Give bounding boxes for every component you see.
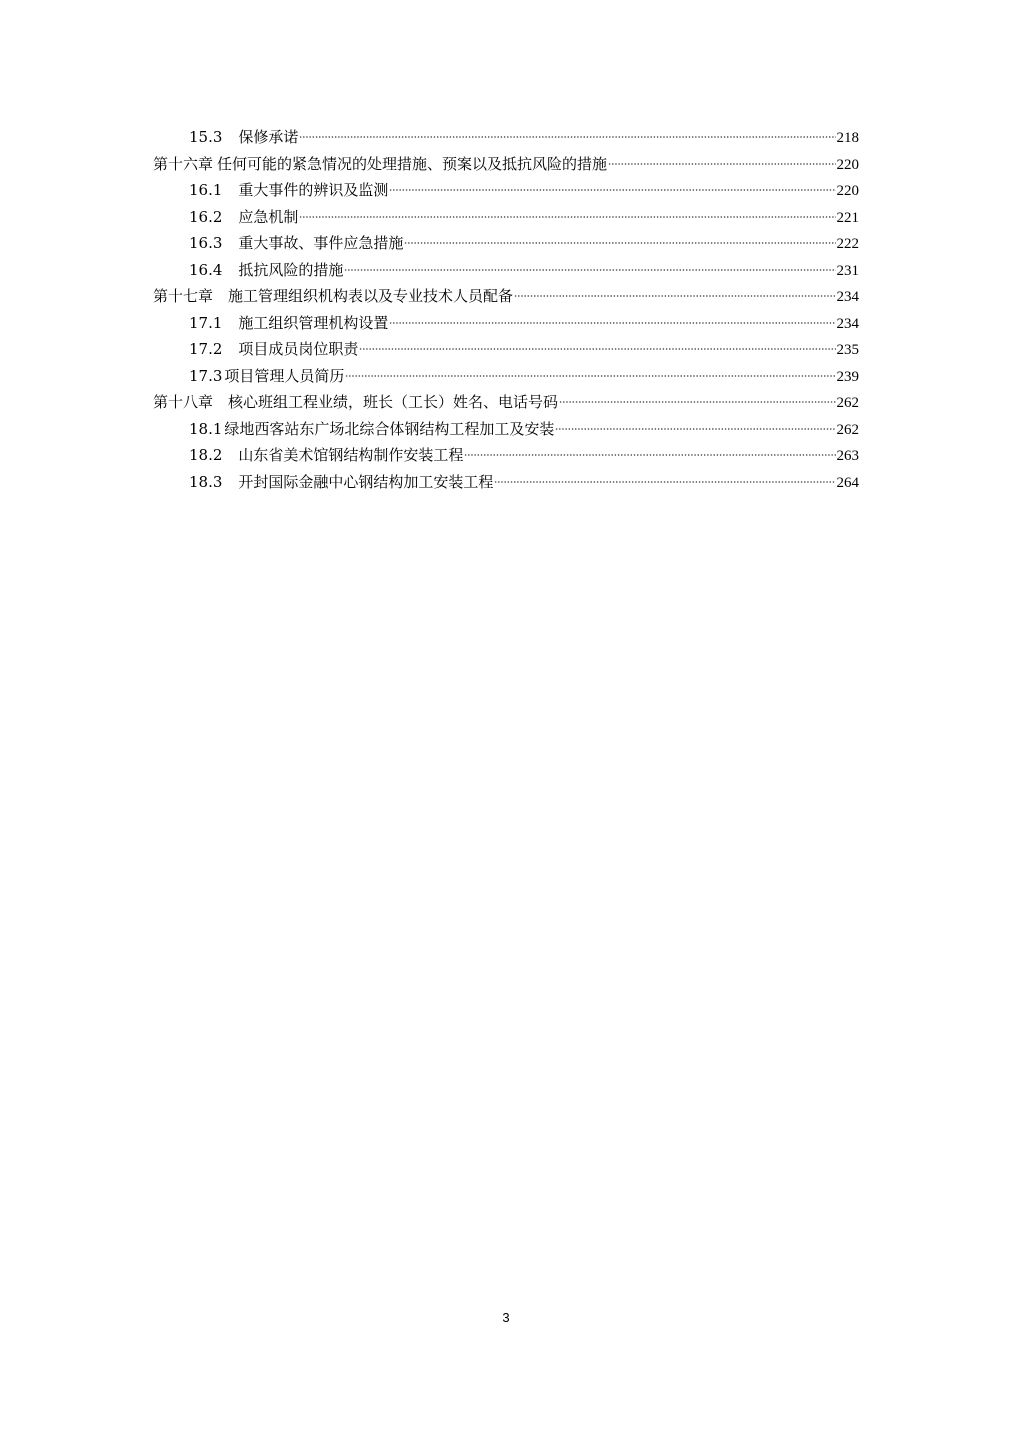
toc-entry-number: 第十八章 [153, 393, 214, 411]
dot-leader [299, 216, 835, 218]
toc-entry-title: 施工管理组织机构表以及专业技术人员配备 [228, 287, 514, 305]
dot-leader [389, 189, 835, 191]
toc-entry-number: 16.2 [189, 207, 223, 226]
toc-entry-title: 项目管理人员简历 [224, 366, 345, 385]
toc-entry-16-4[interactable] [153, 257, 859, 284]
toc-entry-18-2[interactable] [153, 442, 859, 469]
toc-entry-16-2[interactable] [153, 204, 859, 231]
toc-entry-number: 18.2 [189, 446, 223, 464]
toc-entry-page: 262 [836, 421, 859, 438]
toc-entry-15-3[interactable] [153, 124, 859, 151]
toc-entry-page: 231 [836, 262, 859, 279]
dot-leader [345, 375, 835, 377]
toc-entry-page: 263 [836, 448, 859, 464]
toc-entry-chapter-16[interactable] [153, 151, 859, 178]
toc-entry-page: 222 [836, 236, 859, 252]
toc-entry-title: 绿地西客站东广场北综合体钢结构工程加工及安装 [224, 419, 555, 438]
dot-leader [494, 481, 835, 483]
toc-entry-title: 任何可能的紧急情况的处理措施、预案以及抵抗风险的措施 [217, 154, 608, 173]
dot-leader [344, 269, 835, 271]
toc-entry-title: 保修承诺 [238, 128, 299, 146]
dot-leader [299, 136, 835, 138]
toc-entry-page: 220 [836, 183, 859, 199]
toc-entry-17-3[interactable] [153, 363, 859, 390]
toc-entry-page: 218 [836, 130, 859, 146]
toc-entry-number: 16.1 [189, 181, 223, 199]
toc-entry-chapter-17[interactable] [153, 283, 859, 310]
toc-entry-17-2[interactable] [153, 336, 859, 363]
toc-entry-number: 15.3 [189, 128, 223, 146]
toc-entry-number: 第十七章 [153, 287, 214, 305]
toc-entry-number: 16.4 [189, 260, 223, 279]
dot-leader [359, 348, 835, 350]
toc-entry-16-1[interactable] [153, 177, 859, 204]
dot-leader [608, 163, 835, 165]
toc-entry-title: 重大事件的辨识及监测 [238, 181, 389, 199]
toc-entry-18-3[interactable] [153, 469, 859, 496]
dot-leader [464, 454, 835, 456]
toc-entry-page: 220 [836, 156, 859, 173]
dot-leader [559, 401, 835, 403]
toc-entry-number: 第十六章 [153, 154, 214, 173]
dot-leader [389, 322, 835, 324]
dot-leader [404, 242, 835, 244]
toc-entry-chapter-18[interactable] [153, 389, 859, 416]
toc-entry-title: 开封国际金融中心钢结构加工安装工程 [238, 472, 494, 491]
toc-entry-page: 234 [836, 289, 859, 305]
toc-entry-title: 应急机制 [238, 207, 299, 226]
toc-entry-page: 264 [836, 474, 859, 491]
toc-entry-page: 235 [836, 342, 859, 358]
toc-entry-title: 重大事故、事件应急措施 [238, 234, 404, 252]
table-of-contents [153, 124, 859, 495]
dot-leader [514, 295, 835, 297]
toc-entry-number: 17.3 [189, 366, 223, 385]
toc-entry-title: 项目成员岗位职责 [238, 340, 359, 358]
toc-entry-number: 17.2 [189, 340, 223, 358]
toc-entry-title: 山东省美术馆钢结构制作安装工程 [238, 446, 464, 464]
dot-leader [555, 428, 835, 430]
toc-entry-18-1[interactable] [153, 416, 859, 443]
toc-entry-number: 17.1 [189, 313, 223, 332]
toc-entry-number: 18.3 [189, 472, 223, 491]
toc-entry-17-1[interactable] [153, 310, 859, 337]
toc-entry-title: 抵抗风险的措施 [238, 260, 344, 279]
toc-entry-number: 18.1 [189, 419, 223, 438]
toc-entry-page: 262 [836, 395, 859, 411]
page-number: 3 [502, 1310, 510, 1325]
toc-entry-title: 施工组织管理机构设置 [238, 313, 389, 332]
toc-entry-page: 239 [836, 368, 859, 385]
toc-entry-16-3[interactable] [153, 230, 859, 257]
toc-entry-page: 221 [836, 209, 859, 226]
toc-entry-title: 核心班组工程业绩，班长（工长）姓名、电话号码 [228, 393, 559, 411]
toc-entry-page: 234 [836, 315, 859, 332]
toc-entry-number: 16.3 [189, 234, 223, 252]
